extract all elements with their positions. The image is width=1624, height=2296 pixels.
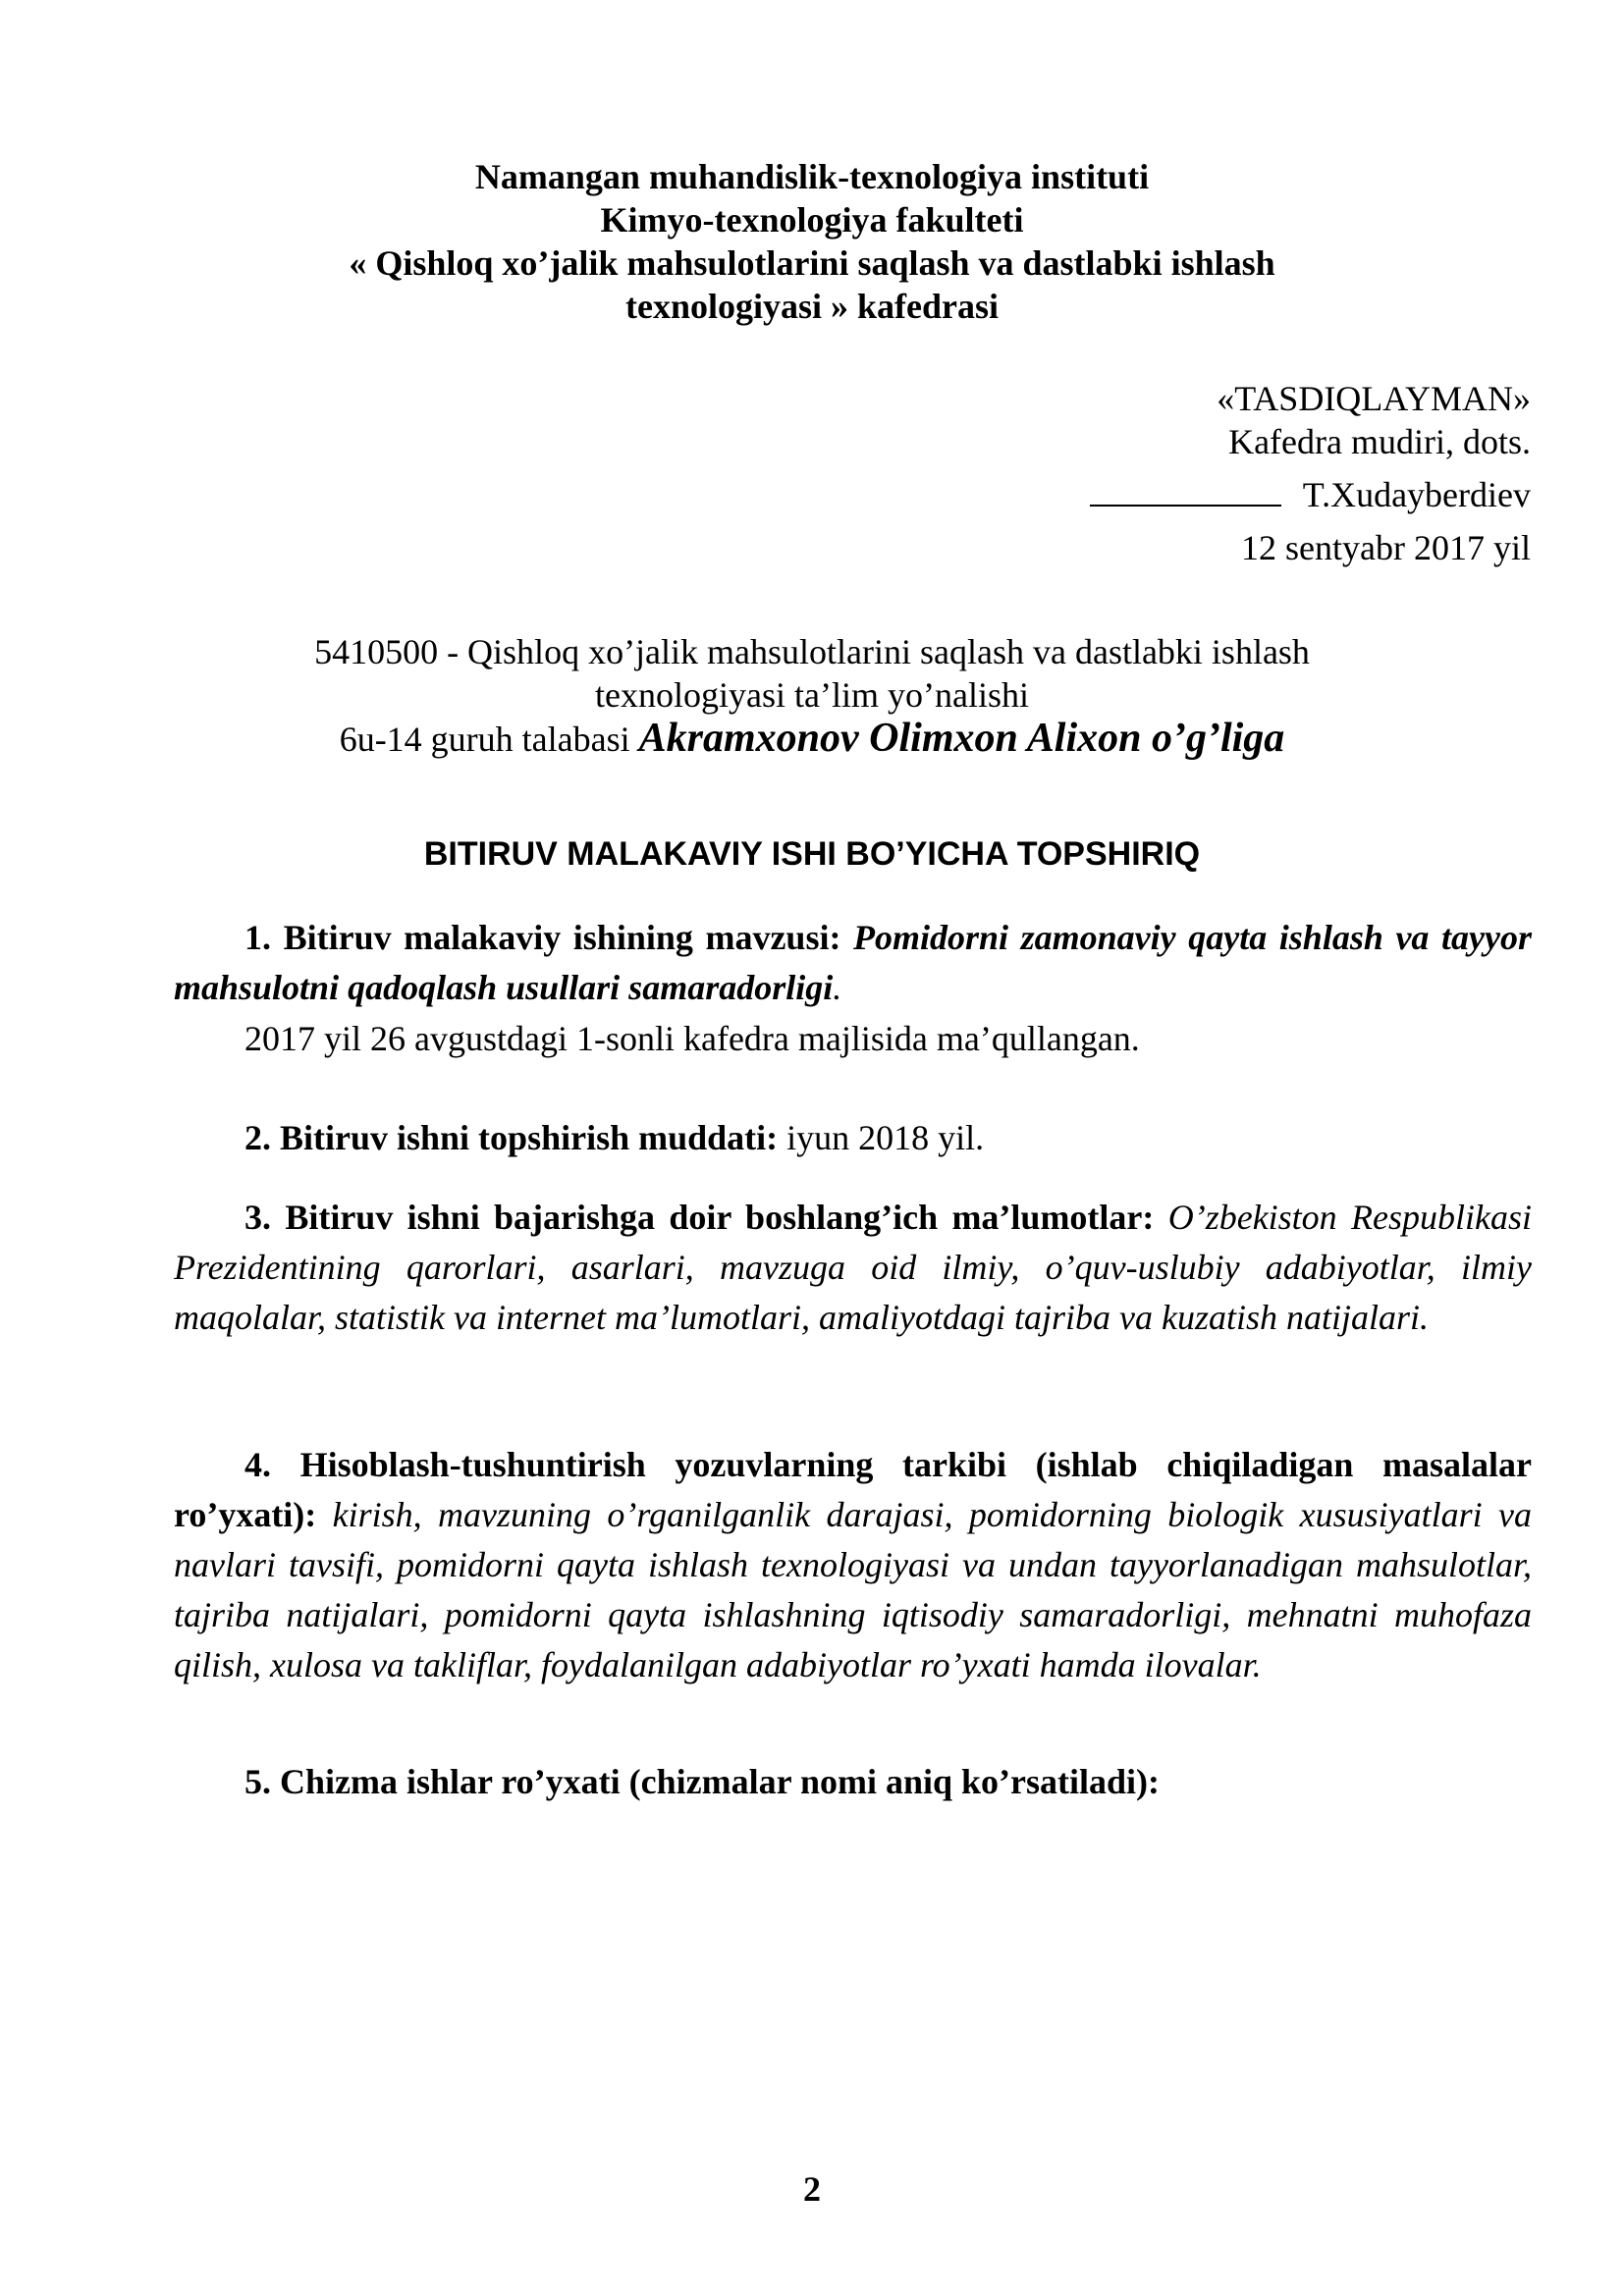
direction-line1: 5410500 - Qishloq xo’jalik mahsulotlarini saqlash va dastlabki ishlash: [314, 632, 1310, 671]
item-4-contents: [174, 1440, 1532, 1690]
item-2-label: 2. Bitiruv ishni topshirish muddati:: [244, 1118, 779, 1157]
approval-title: «TASDIQLAYMAN»: [1217, 379, 1531, 418]
item-3-initial-data: [174, 1193, 1532, 1343]
approval-date: 12 sentyabr 2017 yil: [1241, 528, 1531, 567]
approval-block: [1090, 378, 1531, 570]
item-4-value: kirish, mavzuning o’rganilganlik darajasi, pomidorning biologik xususiyatlari va navlari tavsifi, pomidorni qayta ishlash texnologiyasi va undan tayyorlanadigan mahsulotlar, tajriba natijalari, pomidorni qayta ishlashning iqtisodiy samaradorligi, mehnatni muhofaza qilish, xulosa va takliflar, foydalanilgan adabiyotlar ro’yxati hamda ilovalar.: [174, 1495, 1532, 1684]
item-1-topic-text: Pomidorni zamonaviy qayta ishlash va tayyor mahsulotni qadoqlash usullari samaradorligi: [174, 918, 1532, 1007]
department-name-line2: texnologiyasi » kafedrasi: [624, 287, 999, 326]
study-direction-block: [0, 630, 1624, 761]
item-3-label: 3. Bitiruv ishni bajarishga doir boshlang’ich ma’lumotlar:: [244, 1198, 1168, 1237]
item-5-drawings: [174, 1757, 1532, 1807]
item-1-label: 1. Bitiruv malakaviy ishining mavzusi:: [244, 918, 854, 957]
faculty-name: Kimyo-texnologiya fakulteti: [600, 200, 1024, 240]
item-1-dot: .: [833, 968, 842, 1007]
student-line: [0, 717, 1624, 761]
item-1-topic: [174, 913, 1532, 1013]
document-title: BITIRUV MALAKAVIY ISHI BO’YICHA TOPSHIRIQ: [423, 835, 1201, 873]
institution-header: [0, 155, 1624, 328]
institute-name: Namangan muhandislik-texnologiya instituti: [474, 157, 1150, 196]
item-1-approval-note: 2017 yil 26 avgustdagi 1-sonli kafedra majlisida ma’qullangan.: [244, 1019, 1140, 1058]
item-2-value: iyun 2018 yil.: [778, 1118, 985, 1157]
group-prefix: 6u-14 guruh talabasi: [339, 720, 639, 759]
item-2-deadline: [174, 1113, 1532, 1163]
signature-line: [1090, 475, 1281, 507]
page-number: 2: [803, 2169, 821, 2209]
approver-position: Kafedra mudiri, dots.: [1228, 422, 1531, 461]
approver-name: T.Xudayberdiev: [1302, 475, 1531, 514]
department-name-line1: « Qishloq xo’jalik mahsulotlarini saqlash va dastlabki ishlash: [349, 243, 1275, 283]
direction-line2: texnologiyasi ta’lim yo’nalishi: [595, 675, 1029, 715]
item-4-label: 4. Hisoblash-tushuntirish yozuvlarning tarkibi (ishlab chiqiladigan masalalar ro’yxati):: [174, 1445, 1532, 1534]
signature-row: [1090, 464, 1531, 525]
item-3-value: O’zbekiston Respublikasi Prezidentining qarorlari, asarlari, mavzuga oid ilmiy, o’quv-uslubiy adabiyotlar, ilmiy maqolalar, statistik va internet ma’lumotlari, amaliyotdagi tajriba va kuzatish natijalari.: [174, 1198, 1532, 1337]
student-name: Akramxonov Olimxon Alixon o’g’liga: [638, 716, 1285, 761]
item-5-label: 5. Chizma ishlar ro’yxati (chizmalar nomi aniq ko’rsatiladi):: [244, 1762, 1160, 1801]
